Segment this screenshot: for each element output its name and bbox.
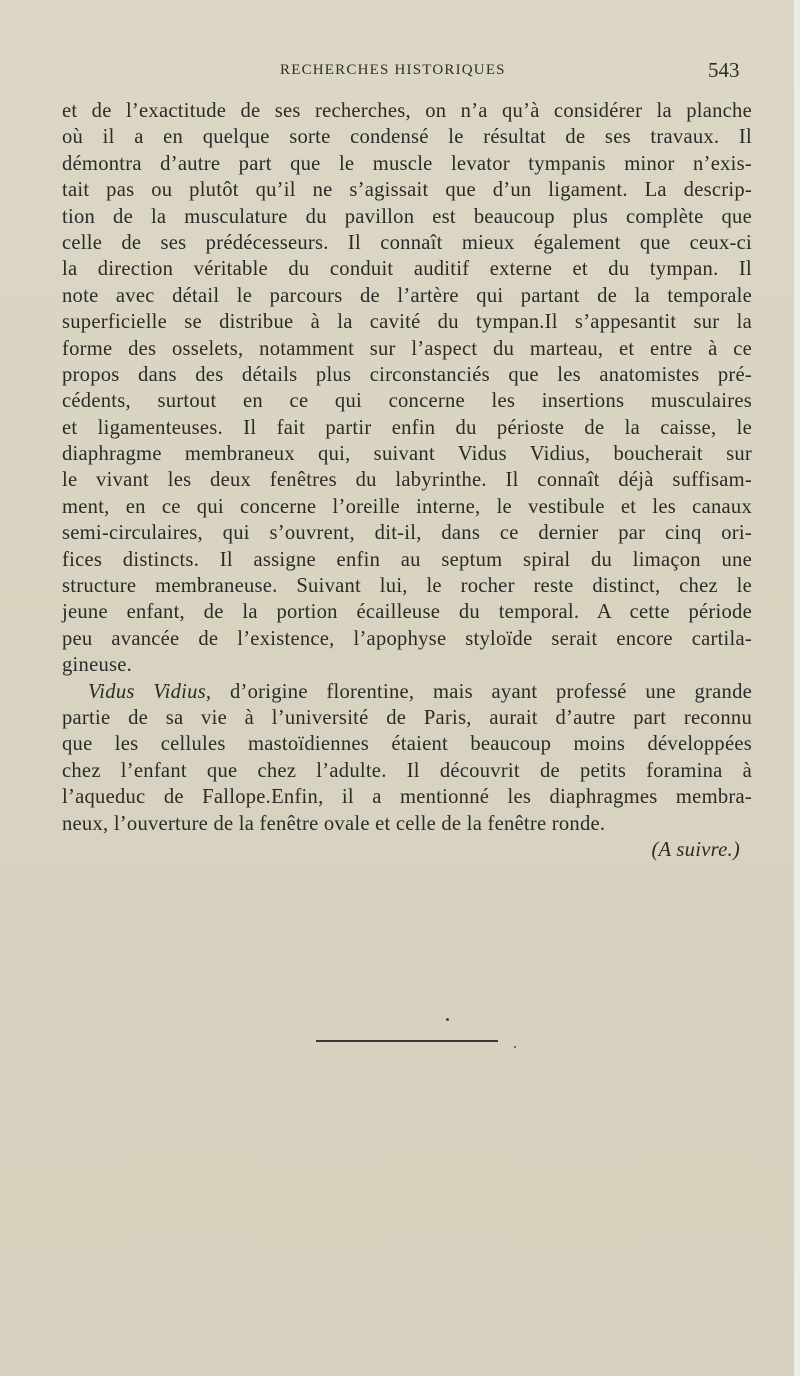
text-line: le vivant les deux fenêtres du labyrinthe. Il connaît déjà suffisam- [62, 469, 752, 492]
text-line: partie de sa vie à l’université de Paris, aurait d’autre part reconnu [62, 706, 752, 729]
text-line: propos dans des détails plus circonstanciés que les anatomistes pré- [62, 363, 752, 386]
text-line: fices distincts. Il assigne enfin au septum spiral du limaçon une [62, 548, 752, 571]
text-line: semi-circulaires, qui s’ouvrent, dit-il, dans ce dernier par cinq ori- [62, 522, 752, 545]
body-text [62, 98, 752, 863]
continuation-note: (A suivre.) [651, 838, 740, 861]
text-line: peu avancée de l’existence, l’apophyse styloïde serait encore cartila- [62, 627, 752, 650]
ink-speck [446, 1018, 449, 1021]
text-line: diaphragme membraneux qui, suivant Vidus Vidius, boucherait sur [62, 443, 752, 466]
text-line: cédents, surtout en ce qui concerne les insertions musculaires [62, 390, 752, 413]
text-line: l’aqueduc de Fallope.Enfin, il a mentionné les diaphragmes membra- [62, 786, 752, 809]
running-head [0, 58, 800, 88]
text-line: tion de la musculature du pavillon est beaucoup plus complète que [62, 205, 752, 228]
section-rule [316, 1040, 498, 1042]
text-line: tait pas ou plutôt qu’il ne s’agissait que d’un ligament. La descrip- [62, 179, 752, 202]
running-title: RECHERCHES HISTORIQUES [280, 62, 506, 78]
text-line: et ligamenteuses. Il fait partir enfin du périoste de la caisse, le [62, 416, 752, 439]
text-fragment: d’origine florentine, mais ayant professé une grande [229, 680, 753, 703]
ink-speck [514, 1046, 516, 1048]
text-line: que les cellules mastoïdiennes étaient beaucoup moins développées [62, 733, 752, 756]
text-line: neux, l’ouverture de la fenêtre ovale et celle de la fenêtre ronde. [62, 812, 606, 835]
paragraph-2 [62, 679, 752, 837]
text-line: démontra d’autre part que le muscle levator tympanis minor n’exis- [62, 152, 752, 175]
text-line: forme des osselets, notamment sur l’aspect du marteau, et entre à ce [62, 337, 752, 360]
text-line: ment, en ce qui concerne l’oreille interne, le vestibule et les canaux [62, 495, 752, 518]
text-line: et de l’exactitude de ses recherches, on n’a qu’à considérer la planche [62, 100, 752, 122]
author-name: Vidus Vidius, [88, 680, 212, 703]
paragraph-1 [62, 98, 752, 679]
text-line: celle de ses prédécesseurs. Il connaît mieux également que ceux-ci [62, 231, 752, 254]
text-line: la direction véritable du conduit auditif externe et du tympan. Il [62, 258, 752, 281]
text-line: où il a en quelque sorte condensé le résultat de ses travaux. Il [62, 126, 752, 149]
text-line [62, 679, 752, 705]
text-line: structure membraneuse. Suivant lui, le rocher reste distinct, chez le [62, 575, 752, 598]
page-edge [794, 0, 800, 1376]
text-line: note avec détail le parcours de l’artère qui partant de la temporale [62, 284, 752, 307]
text-line: chez l’enfant que chez l’adulte. Il découvrit de petits foramina à [62, 759, 752, 782]
text-line: gineuse. [62, 654, 133, 677]
text-line: jeune enfant, de la portion écailleuse du temporal. A cette période [62, 601, 752, 624]
page-number: 543 [708, 58, 740, 82]
text-line: superficielle se distribue à la cavité du tympan.Il s’appesantit sur la [62, 311, 752, 334]
